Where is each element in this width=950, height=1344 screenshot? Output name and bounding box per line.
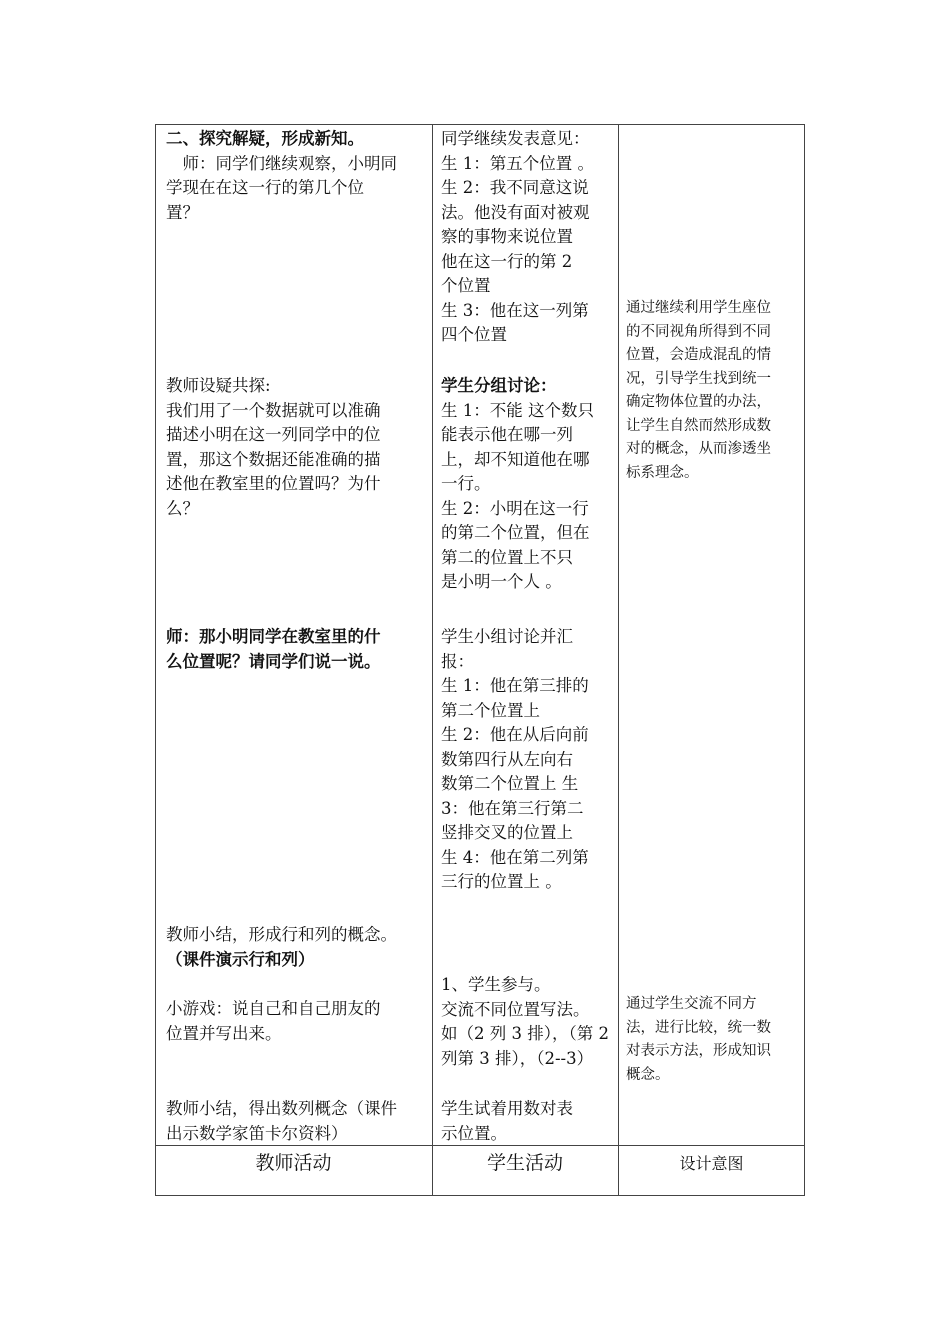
text-line: 第二个位置上 [441,700,540,720]
student-participate-section [441,973,611,1071]
text-line: 确定物体位置的办法， [626,394,771,410]
text-line: 的第二个位置，但在 [441,523,590,542]
text-line: 么？ [166,498,199,518]
header-design-intent: 设计意图 [679,1154,744,1173]
text-line: 1、学生参与。 [441,975,551,994]
text-line: 学生试着用数对表 [441,1099,573,1118]
design-intent-2 [626,993,798,1087]
text-line: 四个位置 [441,325,507,344]
teacher-ask-section [166,625,424,674]
text-line: 学生分组讨论： [441,376,557,395]
text-line: 位置，会造成混乱的情 [626,347,771,363]
column-divider [432,125,433,1195]
student-try-section [441,1097,611,1146]
text-line: 标系理念。 [626,464,699,481]
text-line: 学现在在这一行的第几个位 [166,178,364,197]
text-line: （课件演示行和列） [166,949,315,969]
header-teacher-activity: 教师活动 [255,1152,332,1174]
text-line: 第二的位置上不只 [441,547,573,567]
text-line: 个位置 [441,276,491,295]
text-line: 对表示方法，形成知识 [626,1043,771,1059]
text-line: 么位置呢？请同学们说一说。 [166,651,381,671]
text-line: 通过继续利用学生座位 [626,300,771,316]
text-line: 教师小结，得出数列概念（课件 [166,1099,397,1118]
text-line: 交流不同位置写法。 [441,999,590,1019]
text-line: 述他在教室里的位置吗？为什 [166,474,381,493]
text-line: 他在这一行的第 2 [441,251,573,271]
text-line: 生 1：不能 这个数只 [441,400,594,420]
text-line: 生 2：他在从后向前 [441,725,589,744]
text-line: 是小明一个人 。 [441,572,562,591]
teacher-summary-1 [166,923,424,972]
text-line: 师：那小明同学在教室里的什 [166,627,381,646]
text-line: 描述小明在这一列同学中的位 [166,425,381,444]
text-line: 我们用了一个数据就可以准确 [166,400,381,420]
student-report-section [441,625,611,895]
design-intent-1 [626,297,798,485]
text-line: 察的事物来说位置 [441,227,573,246]
text-line: 小游戏：说自己和自己朋友的 [166,999,381,1018]
text-line: 一行。 [441,474,491,493]
text-line: 置？ [166,202,199,222]
teacher-doubt-section [166,374,424,521]
student-group-section [441,374,611,595]
text-line: 出示数学家笛卡尔资料） [166,1123,348,1143]
text-line: 法，进行比较，统一数 [626,1019,771,1036]
text-line: 报： [441,651,474,671]
text-line: 生 2：我不同意这说 [441,178,589,197]
text-line: 数第二个位置上 生 [441,774,579,793]
header-student-activity: 学生活动 [486,1152,563,1174]
text-line: 师：同学们继续观察，小明同 [166,153,397,173]
text-line: 能表示他在哪一列 [441,425,573,444]
text-line: 生 2：小明在这一行 [441,498,589,518]
text-line: 生 1：他在第三排的 [441,676,589,695]
text-line: 通过学生交流不同方 [626,996,757,1012]
text-line: 数第四行从左向右 [441,749,573,769]
text-line: 生 1：第五个位置 。 [441,153,594,173]
text-line: 教师小结，形成行和列的概念。 [166,925,397,944]
teacher-section-1 [166,127,424,225]
text-line: 对的概念，从而渗透坐 [626,441,771,457]
teacher-game [166,997,424,1046]
text-line: 竖排交叉的位置上 [441,823,573,842]
text-line: 3：他在第三行第二 [441,798,584,818]
column-divider [618,125,619,1195]
text-line: 上，却不知道他在哪 [441,449,590,469]
text-line: 如（2 列 3 排），（第 2 [441,1024,609,1043]
text-line: 概念。 [626,1066,670,1083]
text-line: 同学继续发表意见： [441,129,590,148]
text-line: 况，引导学生找到统一 [626,370,771,387]
text-line: 教师设疑共探: [166,376,271,395]
text-line: 学生小组讨论并汇 [441,627,573,646]
text-line: 列第 3 排），（2--3） [441,1048,594,1068]
student-section-1 [441,127,611,348]
text-line: 生 3：他在这一列第 [441,300,589,320]
text-line: 三行的位置上 。 [441,872,562,891]
text-line: 生 4：他在第二列第 [441,847,589,867]
text-line: 位置并写出来。 [166,1023,282,1043]
text-line: 示位置。 [441,1123,507,1143]
lesson-table [155,124,805,1196]
section-heading: 二、探究解疑，形成新知。 [166,129,364,148]
text-line: 法。他没有面对被观 [441,202,590,222]
teacher-summary-2 [166,1097,424,1146]
text-line: 置，那这个数据还能准确的描 [166,449,381,469]
text-line: 让学生自然而然形成数 [626,417,771,434]
text-line: 的不同视角所得到不同 [626,323,771,340]
